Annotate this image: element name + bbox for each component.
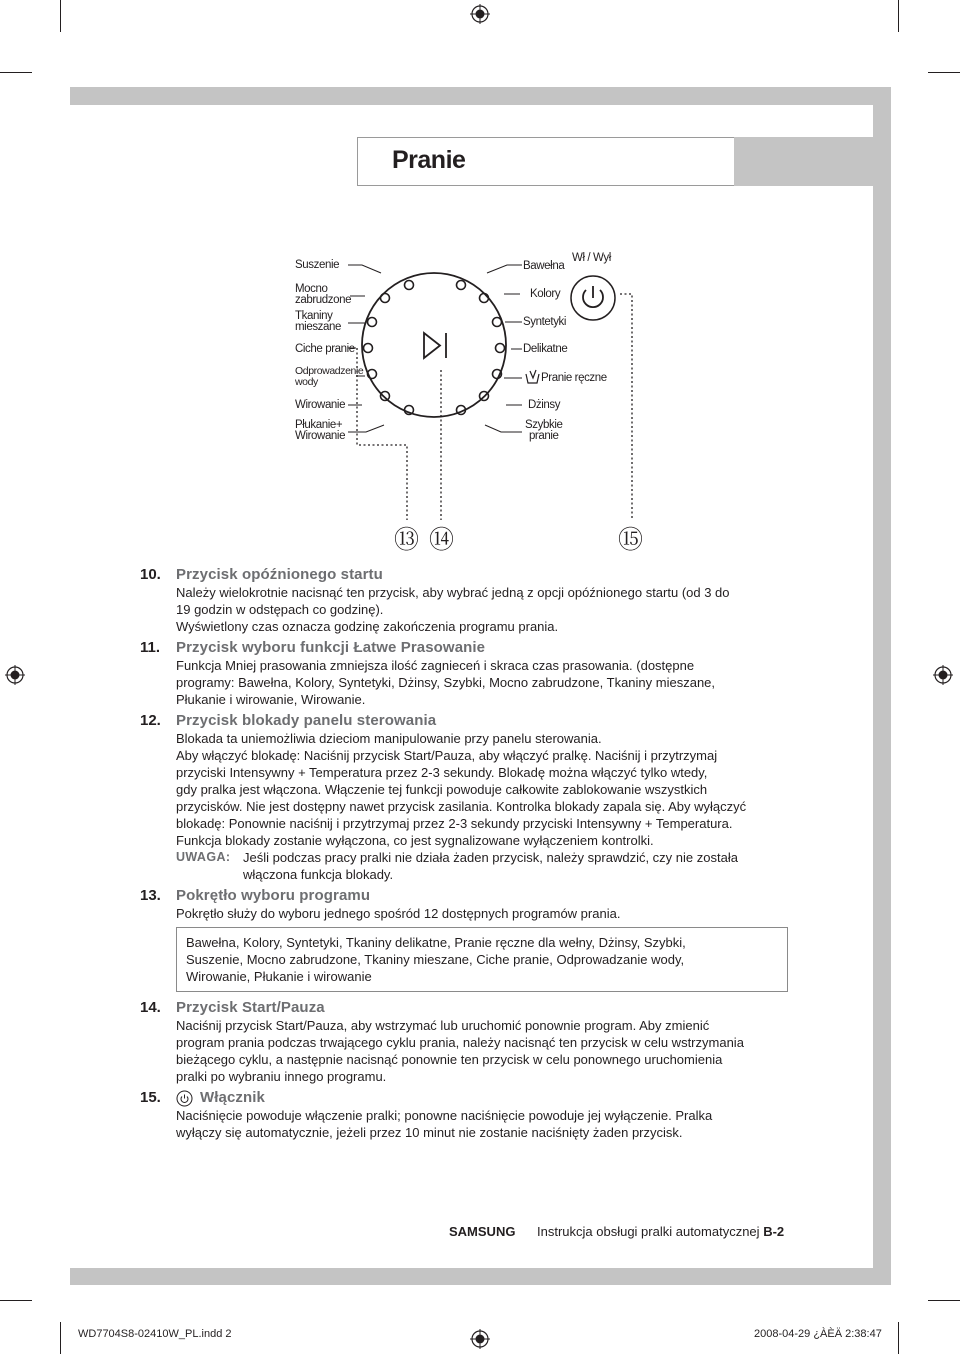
crop-mark [60,0,61,32]
callout-13: ⑬ [394,526,420,554]
crop-mark [898,0,899,32]
registration-mark-icon [470,1329,490,1349]
section-line: Funkcja Mniej prasowania zmniejsza ilość zagnieceń i skraca czas prasowania. (dostępne [176,658,695,673]
section-heading: Przycisk blokady panelu sterowania [176,712,437,729]
section-line: blokadę: Ponownie naciśnij i przytrzymaj przez 2-3 sekundy przyciski Intensywny + Temperatura. [176,816,733,831]
footer-text: Instrukcja obsługi pralki automatycznej B-2 [537,1224,785,1239]
section-line: Naciśnij przycisk Start/Pauza, aby wstrzymać lub uruchomić ponownie program. Aby zmienić [176,1018,710,1033]
callout-14: ⑭ [429,526,455,554]
hand-wash-icon [526,370,539,383]
dial-label-szybkie-pranie: Szybkie pranie [525,419,563,442]
note-line: Jeśli podczas pracy pralki nie działa żaden przycisk, należy sprawdzić, czy nie została [243,850,738,865]
crop-mark [928,1300,960,1301]
dial-label-tkaniny-mieszane: Tkaniny mieszane [295,310,342,333]
section-number: 11. [140,639,161,656]
dial-label-suszenie: Suszenie [295,259,340,271]
registration-mark-icon [470,4,490,24]
power-button-icon [571,276,615,320]
section-heading: Przycisk opóźnionego startu [176,566,383,583]
dial-label-plukanie-wirowanie: Płukanie+ Wirowanie [295,419,346,442]
dial-label-syntetyki: Syntetyki [523,316,567,328]
footer-page-number: B-2 [763,1224,785,1239]
section-line: Blokada ta uniemożliwia dzieciom manipulowanie przy panelu sterowania. [176,731,602,746]
dial-label-ciche-pranie: Ciche pranie [295,343,355,355]
crop-mark [60,1322,61,1354]
section-line: program prania podczas trwającego cyklu prania, należy nacisnąć ten przycisk w celu wstrzymania [176,1035,744,1050]
title-tab [734,137,873,186]
dial-label-delikatne: Delikatne [523,343,568,355]
crop-mark [0,1300,32,1301]
section-heading: Pokrętło wyboru programu [176,887,371,904]
program-list-line: Suszenie, Mocno zabrudzone, Tkaniny mieszane, Ciche pranie, Odprowadzanie wody, [186,952,685,967]
section-heading: Przycisk wyboru funkcji Łatwe Prasowanie [176,639,486,656]
section-line: Pokrętło służy do wyboru jednego spośród 12 dostępnych programów prania. [176,906,621,921]
section-number: 15. [140,1089,161,1106]
dial-label-mocno-zabrudzone: Mocno zabrudzone [295,283,352,306]
dial-label-pranie-reczne: Pranie ręczne [541,372,607,384]
section-line: przycisków. Nie jest dostępny nawet przycisk zasilania. Kontrolka blokady zapala się. Aby wyłączyć [176,799,747,814]
page-frame-right [873,87,891,1285]
section-line: Wyświetlony czas oznacza godzinę zakończenia programu prania. [176,619,559,634]
section-line: Funkcja blokady zostanie wyłączona, co jest sygnalizowane wyłączeniem kontrolki. [176,833,654,848]
registration-mark-icon [5,665,25,685]
section-heading: Przycisk Start/Pauza [176,999,325,1016]
section-line: przyciski Intensywny + Temperatura przez 2-3 sekundy. Blokadę można włączyć tylko wtedy, [176,765,708,780]
section-number: 14. [140,999,161,1016]
dial-label-odprowadzenie-wody: Odprowadzenie wody [295,365,364,388]
section-line: programy: Bawełna, Kolory, Syntetyki, Dżinsy, Szybki, Mocno zabrudzone, Tkaniny mieszane, [176,675,716,690]
section-line: Aby włączyć blokadę: Naciśnij przycisk Start/Pauza, aby włączyć pralkę. Naciśnij i przytrzymaj [176,748,718,763]
section-line: pralki po wybraniu innego programu. [176,1069,387,1084]
section-line: Płukanie i wirowanie, Wirowanie. [176,692,366,707]
dial-label-bawelna: Bawełna [523,260,565,272]
section-heading: Włącznik [200,1089,265,1106]
start-pause-icon [424,333,446,358]
section-number: 13. [140,887,161,904]
section-line: bieżącego cyklu, a następnie nacisnąć ponownie ten przycisk w celu ponownego uruchomienia [176,1052,723,1067]
section-number: 12. [140,712,161,729]
page-frame-bottom [70,1268,891,1285]
power-icon [176,1090,193,1107]
dial-label-dzinsy: Dżinsy [528,399,561,411]
footer-brand: SAMSUNG [449,1224,516,1239]
section-line: Należy wielokrotnie nacisnąć ten przycisk, aby wybrać jedną z opcji opóźnionego startu (od 3 do [176,585,730,600]
dial-label-kolory: Kolory [530,288,561,300]
program-dial [362,273,506,417]
program-list-line: Wirowanie, Płukanie i wirowanie [186,969,372,984]
slug-timestamp: 2008-04-29 ¿ÀÈÄ 2:38:47 [754,1328,882,1340]
section-number: 10. [140,566,161,583]
crop-mark [928,72,960,73]
dial-label-wirowanie: Wirowanie [295,399,346,411]
section-line: gdy pralka jest włączona. Włączenie tej funkcji powoduje całkowite zablokowanie wszystkich [176,782,708,797]
note-label: UWAGA: [176,850,231,864]
crop-mark [0,72,32,73]
section-line: 19 godzin w odstępach co godzinę). [176,602,384,617]
crop-mark [898,1322,899,1354]
note-line: włączona funkcja blokady. [243,867,394,882]
registration-mark-icon [933,665,953,685]
callout-15: ⑮ [618,526,644,554]
page-frame-top [70,87,873,105]
section-line: Naciśnięcie powoduje włączenie pralki; ponowne naciśnięcie powoduje jej wyłączenie. Pralka [176,1108,713,1123]
page-title: Pranie [392,146,466,174]
program-list-line: Bawełna, Kolory, Syntetyki, Tkaniny delikatne, Pranie ręczne dla wełny, Dżinsy, Szybki, [186,935,686,950]
slug-filename: WD7704S8-02410W_PL.indd 2 [78,1328,232,1340]
section-line: wyłączy się automatycznie, jeżeli przez 10 minut nie zostanie naciśnięty żaden przycisk. [176,1125,683,1140]
power-label: Wł / Wył [572,252,611,264]
